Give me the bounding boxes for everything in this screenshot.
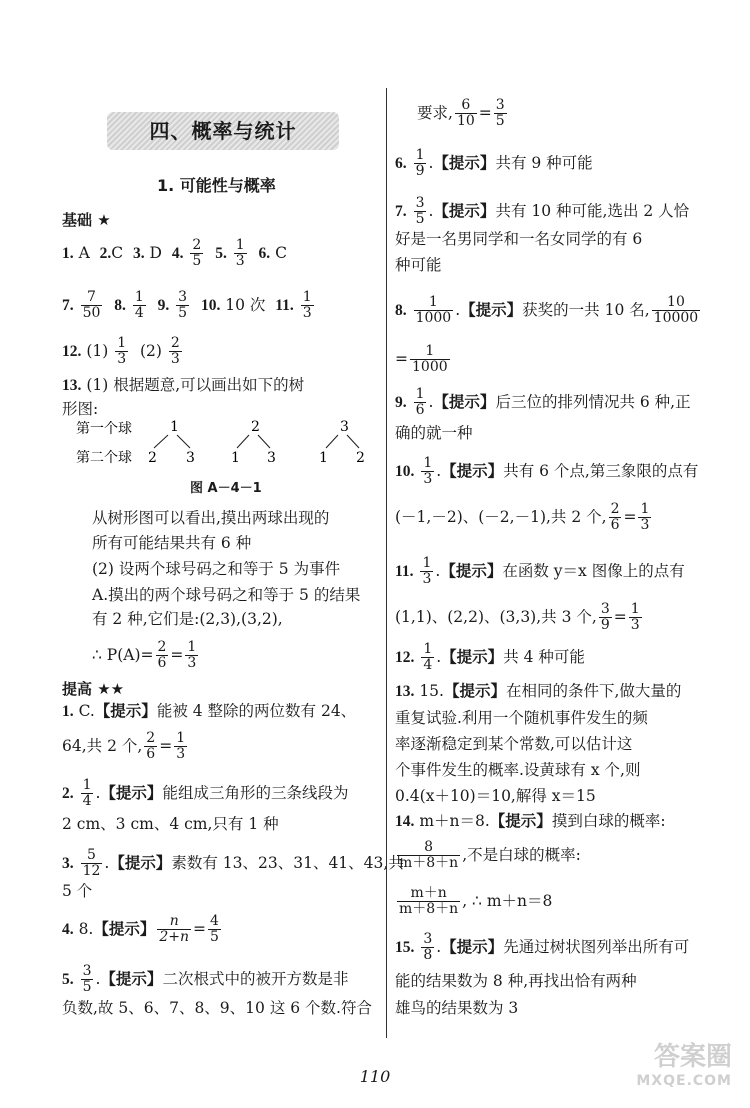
tree-row2-label: 第二个球 [76, 450, 132, 466]
watermark-logo [602, 1036, 732, 1096]
answer-11-cont: (1,1)、(2,2)、(3,3),共 3 个, $\frac{3}{9}$ = $\frac{1}{3}$ [395, 601, 640, 634]
answer-5-cont: 要求, $\frac{6}{10}$ = $\frac{3}{5}$ [417, 97, 505, 130]
improve-1-cont: 64,共 2 个, $\frac{2}{6}$ = $\frac{1}{3}$ [62, 730, 186, 763]
answer-13-cont: 0.4(x＋10)＝10,解得 x＝15 [395, 787, 596, 805]
section-title: 四、概率与统计 [149, 119, 297, 143]
answers-1-6: 1. A 2.C 3. D 4. $\frac{2}{5}$ 5. $\frac{1}{3}$ 6. C [62, 237, 287, 270]
subsection-title: 1. 可能性与概率 [157, 176, 276, 195]
improve-3: 3. $\frac{5}{12}$ .【提示】素数有 13、23、31、41、43,共 [62, 847, 404, 880]
watermark-url: MXQE.COM [636, 1073, 732, 1089]
improve-5: 5. $\frac{3}{5}$ .【提示】二次根式中的被开方数是非 [62, 963, 349, 996]
answer-12: 12. $\frac{1}{4}$ .【提示】共 4 种可能 [395, 641, 585, 674]
answer-14-cont: $\frac{m+n}{m+8+n}$ , ∴ m＋n＝8 [399, 885, 553, 918]
answer-12: 12. (1) $\frac{1}{3}$ (2) $\frac{2}{3}$ [62, 335, 180, 368]
column-divider [386, 88, 387, 1038]
answer-13-line1: 13. (1) 根据题意,可以画出如下的树 [62, 376, 305, 394]
tree-diagram [62, 418, 380, 468]
para-line: 有 2 种,它们是:(2,3),(3,2), [92, 610, 283, 628]
tree-node: 3 [186, 450, 195, 466]
answer-15-cont: 雄鸟的结果数为 3 [395, 999, 519, 1017]
figure-caption: 图 A－4－1 [190, 481, 262, 496]
improve-2: 2. $\frac{1}{4}$ .【提示】能组成三角形的三条线段为 [62, 777, 349, 810]
answer-7-cont: 好是一名男同学和一名女同学的有 6 [395, 230, 643, 248]
answers-7-11: 7. $\frac{7}{50}$ 8. $\frac{1}{4}$ 9. $\frac{3}{5}$ 10. 10 次 11. $\frac{1}{3}$ [62, 289, 312, 322]
improve-5-cont: 负数,故 5、6、7、8、9、10 这 6 个数.符合 [62, 999, 372, 1017]
page-number: 110 [359, 1067, 391, 1086]
tree-node: 1 [170, 419, 179, 435]
answer-6: 6. $\frac{1}{9}$ .【提示】共有 9 种可能 [395, 147, 593, 180]
answer-13: 13. 15.【提示】在相同的条件下,做大量的 [395, 682, 682, 700]
answer-8: 8. $\frac{1}{1000}$ .【提示】获奖的一共 10 名, $\frac{10}{10000}$ [395, 294, 699, 327]
tree-node: 1 [319, 450, 328, 466]
answer-14: 14. m＋n＝8.【提示】摸到白球的概率: [395, 812, 666, 830]
watermark-text: 答案圈 [653, 1042, 732, 1072]
tree-node: 1 [231, 450, 240, 466]
tree-node: 3 [340, 419, 349, 435]
tree-node: 2 [251, 419, 260, 435]
section-title-banner [107, 112, 339, 150]
answer-7-cont: 种可能 [395, 256, 442, 274]
answer-9-cont: 确的就一种 [395, 424, 473, 442]
tree-row1-label: 第一个球 [76, 421, 132, 437]
probability-result: ∴ P(A)= $\frac{2}{6}$ = $\frac{1}{3}$ [92, 639, 197, 672]
improve-3-cont: 5 个 [62, 882, 93, 900]
basic-label: 基础 ★ [62, 211, 111, 229]
answer-15-cont: 能的结果数为 8 种,再找出恰有两种 [395, 972, 637, 990]
answer-8-cont: = $\frac{1}{1000}$ [395, 343, 448, 376]
answer-13-cont: 重复试验.利用一个随机事件发生的频 [395, 709, 648, 727]
improve-4: 4. 8.【提示】 $\frac{n}{2+n}$ = $\frac{4}{5}$ [62, 913, 219, 946]
answer-10: 10. $\frac{1}{3}$ .【提示】共有 6 个点,第三象限的点有 [395, 455, 699, 488]
answer-13-cont: 率逐渐稳定到某个常数,可以估计这 [395, 735, 633, 753]
tree-node: 3 [267, 450, 276, 466]
answer-14-cont: $\frac{8}{m+8+n}$ ,不是白球的概率: [399, 839, 581, 872]
para-line: 所有可能结果共有 6 种 [92, 534, 252, 552]
para-line: 从树形图可以看出,摸出两球出现的 [92, 509, 330, 527]
answer-7: 7. $\frac{3}{5}$ .【提示】共有 10 种可能,选出 2 人恰 [395, 195, 690, 228]
answer-13-line2: 形图: [62, 400, 99, 418]
improve-label: 提高 ★★ [62, 680, 125, 698]
answer-9: 9. $\frac{1}{6}$ .【提示】后三位的排列情况共 6 种,正 [395, 386, 691, 419]
tree-node: 2 [356, 450, 365, 466]
answer-10-cont: (－1,－2)、(－2,－1),共 2 个, $\frac{2}{6}$ = $\frac{1}{3}$ [395, 501, 650, 534]
para-line: (2) 设两个球号码之和等于 5 为事件 [92, 560, 341, 578]
tree-node: 2 [148, 450, 157, 466]
answer-15: 15. $\frac{3}{8}$ .【提示】先通过树状图列举出所有可 [395, 931, 690, 964]
answer-11: 11. $\frac{1}{3}$ .【提示】在函数 y＝x 图像上的点有 [395, 555, 685, 588]
improve-2-cont: 2 cm、3 cm、4 cm,只有 1 种 [62, 815, 279, 833]
para-line: A.摸出的两个球号码之和等于 5 的结果 [92, 586, 361, 604]
improve-1: 1. C.【提示】能被 4 整除的两位数有 24、 [62, 702, 357, 720]
answer-13-cont: 个事件发生的概率.设黄球有 x 个,则 [395, 761, 641, 779]
